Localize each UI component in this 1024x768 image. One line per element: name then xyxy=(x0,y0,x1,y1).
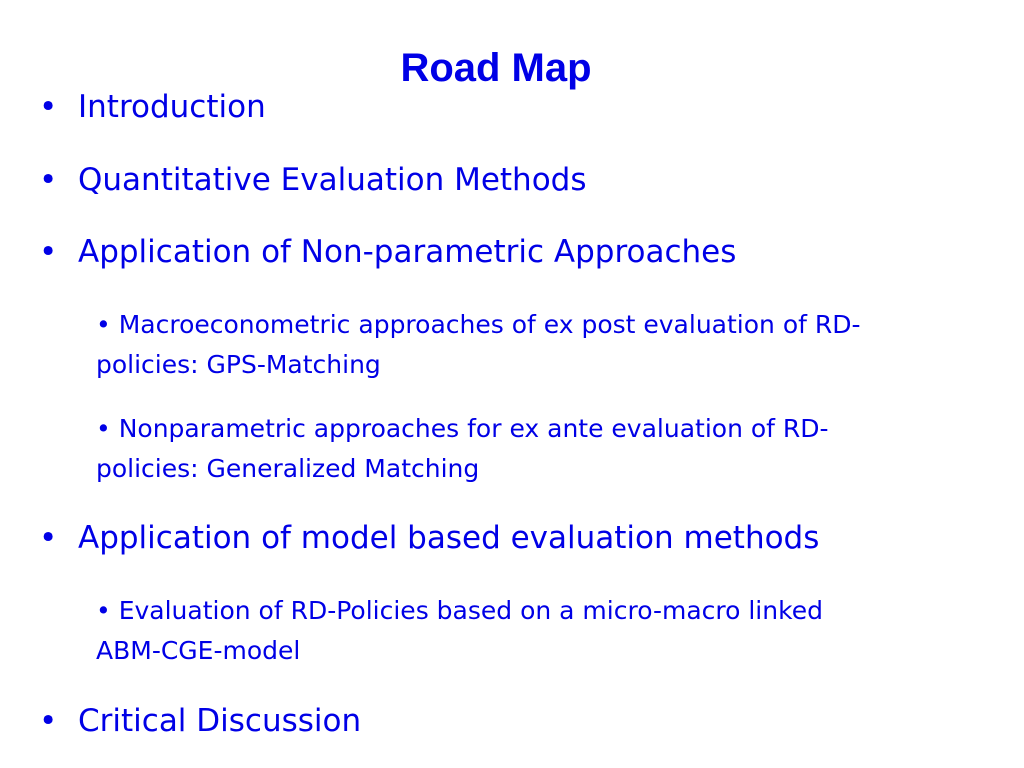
bullet-text: Introduction xyxy=(78,89,266,125)
bullet-text: Application of Non-parametric Approaches xyxy=(78,234,737,270)
sub-item-continuation: ABM-CGE-model xyxy=(96,636,301,665)
sub-item-line xyxy=(96,591,823,631)
bullet-text: Critical Discussion xyxy=(78,703,362,739)
bullet-dot: • xyxy=(39,234,58,270)
sub-item-continuation: policies: GPS-Matching xyxy=(96,350,381,379)
sub-bullet-dot: • xyxy=(96,414,111,443)
bullet-text: Application of model based evaluation methods xyxy=(78,520,820,556)
bullet-dot: • xyxy=(39,520,58,556)
sub-bullet-dot: • xyxy=(96,596,111,625)
bullet-dot: • xyxy=(39,703,58,739)
sub-item-text: Macroeconometric approaches of ex post evaluation of RD- xyxy=(118,310,861,339)
sub-item-text: Evaluation of RD-Policies based on a micro-macro linked xyxy=(118,596,823,625)
sub-bullet-dot: • xyxy=(96,310,111,339)
sub-item-macroeconometric xyxy=(96,305,861,385)
sub-item-nonparametric xyxy=(96,409,829,489)
sub-item-line xyxy=(96,409,829,449)
bullet-text: Quantitative Evaluation Methods xyxy=(78,162,587,198)
sub-item-abm-cge xyxy=(96,591,823,671)
sub-item-text: Nonparametric approaches for ex ante evaluation of RD- xyxy=(118,414,829,443)
sub-item-line xyxy=(96,305,861,345)
sub-item-continuation: policies: Generalized Matching xyxy=(96,454,480,483)
bullet-dot: • xyxy=(39,89,58,125)
bullet-dot: • xyxy=(39,162,58,198)
slide-title: Road Map xyxy=(400,46,592,90)
